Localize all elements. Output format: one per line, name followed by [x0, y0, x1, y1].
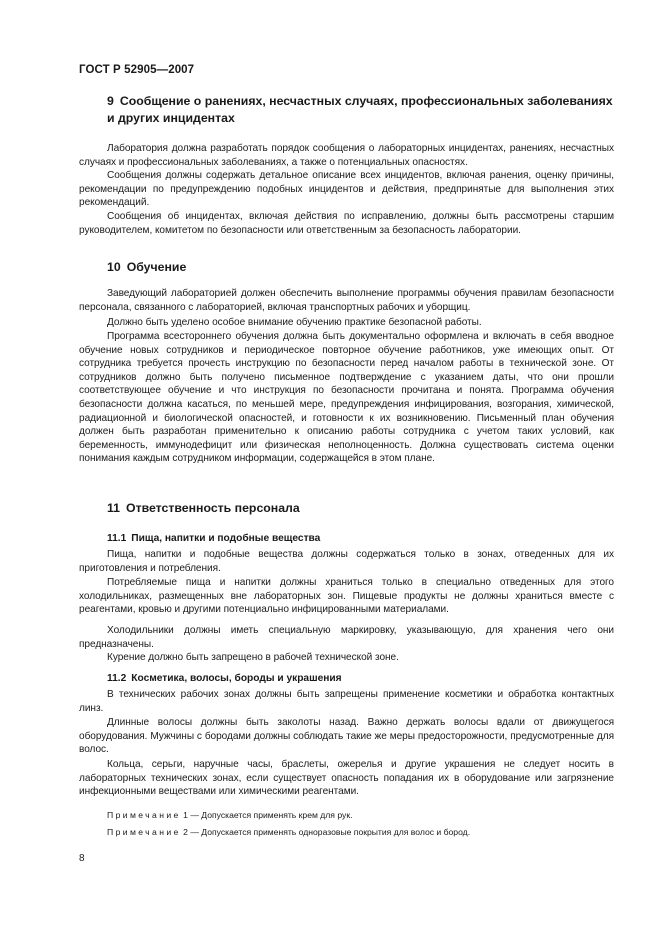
section-10-number: 10: [107, 260, 121, 274]
subsection-11-1-paragraph-3: Холодильники должны иметь специальную маркировку, указывающую, для хранения чего они предназначены.: [79, 625, 614, 650]
subsection-11-1-title: Пища, напитки и подобные вещества: [131, 533, 321, 544]
section-11-title: Ответственность персонала: [126, 501, 300, 515]
note-2-text: — Допускается применять одноразовые покрытия для волос и бород.: [190, 827, 471, 837]
note-2-number: 2: [183, 827, 188, 837]
subsection-11-1-paragraph-4: Курение должно быть запрещено в рабочей технической зоне.: [107, 652, 399, 663]
section-9-paragraph-1: Лаборатория должна разработать порядок сообщения о лабораторных инцидентах, ранениях, несчастных случаях и профессиональных заболеваниях, а также о потенциальных опасностях.: [79, 143, 614, 168]
standard-header: ГОСТ Р 52905—2007: [79, 64, 195, 76]
section-10-paragraph-3: Программа всестороннего обучения должна быть документально оформлена и включать в себя вводное обучение новых сотрудников и периодическое повторное обучение работников, уже имеющих опыт. От сотрудника требуется прочесть инструкцию по безопасности перед началом работы в технической зоне. От сотрудников должно быть получено письменное подтверждение с указанием даты, что они прошли соответствующее обучение и что инструкция по безопасности прочитана и понята. Программа обучения безопасности должна касаться, по меньшей мере, предупреждения инфицирования, возгорания, химической, радиационной и биологической опасностей, и готовности к их возникновению. Письменный план обучения должен быть разработан применительно к описанию работы сотрудника с учетом таких условий, как беременность, иммунодефицит или физическая неполноценность. Должна существовать система оценки понимания каждым сотрудником информации, содержащейся в этом плане.: [79, 331, 614, 465]
subsection-11-1-paragraph-1: Пища, напитки и подобные вещества должны содержаться только в зонах, отведенных для их приготовления и потребления.: [79, 549, 614, 574]
subsection-11-2-number: 11.2: [107, 673, 127, 684]
section-10-paragraph-1: Заведующий лабораторией должен обеспечить выполнение программы обучения правилам безопасности персонала, связанного с лабораторией, включая транспортных рабочих и уборщиц.: [79, 288, 614, 313]
section-9-heading: [107, 93, 617, 127]
note-1-text: — Допускается применять крем для рук.: [190, 810, 353, 820]
section-9-paragraph-2: Сообщения должны содержать детальное описание всех инцидентов, включая ранения, оценку причины, рекомендации по предупреждению подобных инцидентов и действия, предпринятые для выполнения этих рекомендаций.: [79, 170, 614, 209]
section-11-heading: [107, 500, 617, 517]
note-2-label: Примечание: [107, 827, 181, 837]
subsection-11-2-heading: [107, 672, 612, 685]
subsection-11-2-title: Косметика, волосы, бороды и украшения: [131, 673, 342, 684]
section-9-paragraph-3: Сообщения об инцидентах, включая действия по исправлению, должны быть рассмотрены старшим руководителем, комитетом по безопасности или ответственным за безопасность лаборатории.: [79, 211, 614, 236]
note-1-label: Примечание: [107, 810, 181, 820]
subsection-11-1-heading: [107, 532, 612, 545]
section-9-title: Сообщение о ранениях, несчастных случаях, профессиональных заболеваниях и других инцидентах: [107, 94, 613, 125]
section-10-heading: [107, 259, 617, 276]
subsection-11-1-number: 11.1: [107, 533, 127, 544]
page-number: 8: [79, 853, 85, 864]
subsection-11-2-paragraph-3: Кольца, серьги, наручные часы, браслеты, ожерелья и другие украшения не следует носить в лабораторных технических зонах, если существует опасность попадания их в оборудование или загрязнение инфекционными веществами или химическими реагентами.: [79, 759, 614, 798]
section-11-number: 11: [107, 501, 120, 515]
subsection-11-2-paragraph-2: Длинные волосы должны быть заколоты назад. Важно держать волосы вдали от движущегося оборудования. Мужчины с бородами должны соблюдать такие же меры предосторожности, предусмотренные для волос.: [79, 717, 614, 756]
subsection-11-1-paragraph-2: Потребляемые пища и напитки должны храниться только в специально отведенных для этого холодильниках, размещенных вне лабораторных зон. Пищевые продукты не должны храниться вместе с реагентами, кровью и другими потенциально инфицированными материалами.: [79, 577, 614, 616]
section-10-paragraph-2: Должно быть уделено особое внимание обучению практике безопасной работы.: [107, 317, 482, 328]
section-10-title: Обучение: [126, 260, 187, 274]
note-1-number: 1: [183, 810, 188, 820]
section-9-number: 9: [107, 94, 114, 108]
note-1: [107, 809, 612, 821]
note-2: [107, 826, 612, 838]
subsection-11-2-paragraph-1: В технических рабочих зонах должны быть запрещены применение косметики и обработка контактных линз.: [79, 689, 614, 714]
